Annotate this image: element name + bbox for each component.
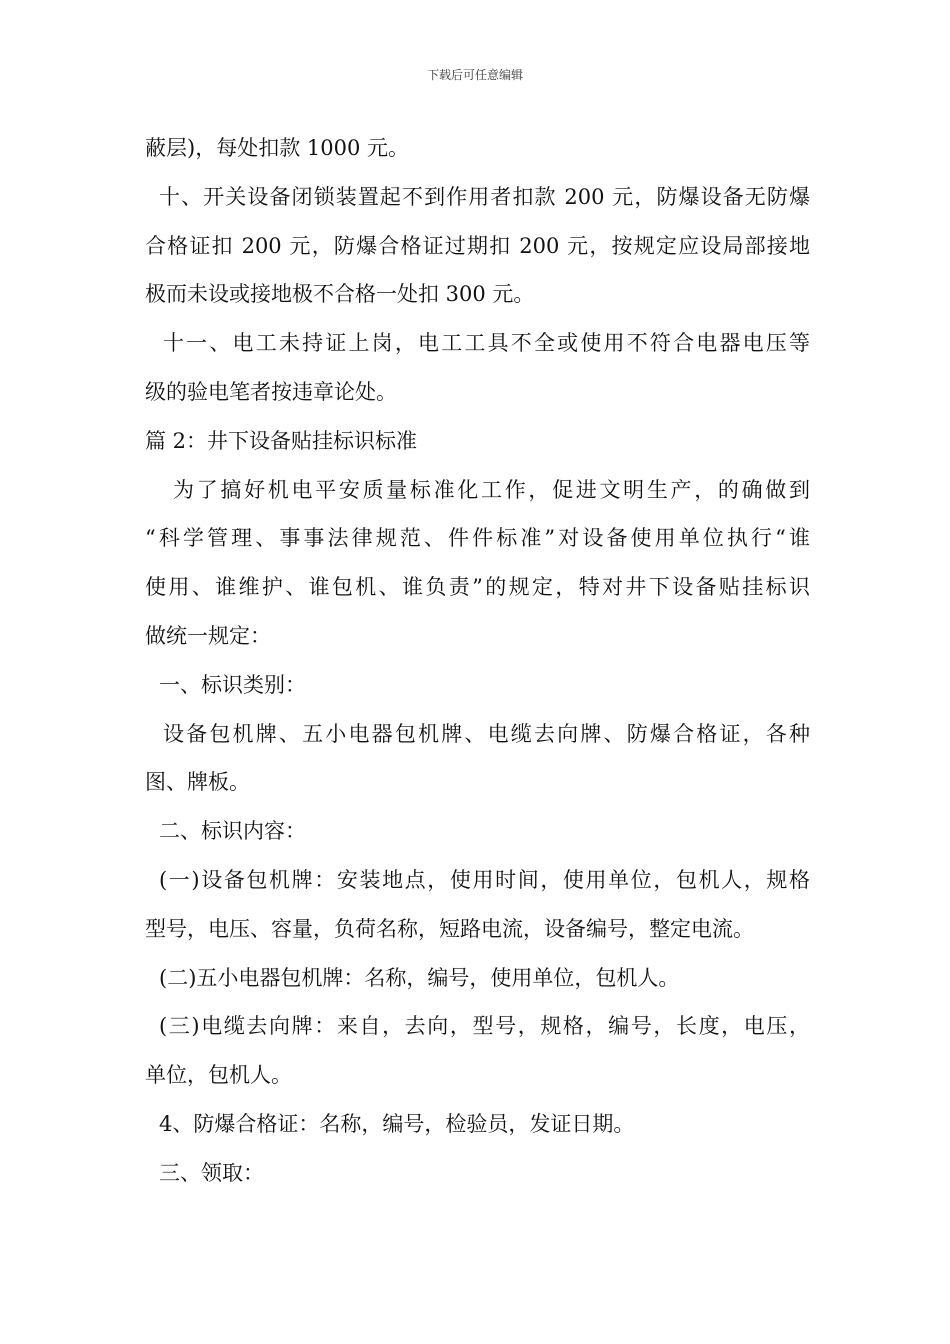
text-line: 合格证扣 200 元，防爆合格证过期扣 200 元，按规定应设局部接地 <box>145 233 810 258</box>
text-line: 4、防爆合格证：名称，编号，检验员，发证日期。 <box>159 1111 635 1136</box>
text-line: 使用、谁维护、谁包机、谁负责”的规定，特对井下设备贴挂标识 <box>145 575 810 600</box>
text-line: 极而未设或接地极不合格一处扣 300 元。 <box>145 282 535 307</box>
text-line: (二)五小电器包机牌：名称，编号，使用单位，包机人。 <box>159 965 680 990</box>
text-line: 十一、电工未持证上岗，电工工具不全或使用不符合电器电压等 <box>163 331 810 356</box>
text-line: 级的验电笔者按违章论处。 <box>145 379 397 404</box>
text-line: (一)设备包机牌：安装地点，使用时间，使用单位，包机人，规格 <box>159 867 810 892</box>
text-line: 十、开关设备闭锁装置起不到作用者扣款 200 元，防爆设备无防爆 <box>159 184 810 209</box>
text-line: 为了搞好机电平安质量标准化工作，促进文明生产，的确做到 <box>173 477 810 502</box>
text-line: 蔽层)，每处扣款 1000 元。 <box>145 136 409 160</box>
text-line: 三、领取： <box>159 1160 264 1185</box>
text-line: 一、标识类别： <box>159 672 306 697</box>
text-line: 型号，电压、容量，负荷名称，短路电流，设备编号，整定电流。 <box>145 916 754 941</box>
document-body <box>145 124 810 1198</box>
text-line: 单位，包机人。 <box>145 1063 292 1088</box>
text-line: 设备包机牌、五小电器包机牌、电缆去向牌、防爆合格证，各种 <box>163 721 810 746</box>
text-line: “科学管理、事事法律规范、件件标准”对设备使用单位执行“谁 <box>145 526 810 551</box>
text-line: 二、标识内容： <box>159 819 306 844</box>
section-heading: 篇 2：井下设备贴挂标识标准 <box>145 428 418 453</box>
text-line: 图、牌板。 <box>145 770 250 795</box>
text-line: (三)电缆去向牌：来自，去向，型号，规格，编号，长度，电压， <box>159 1014 810 1039</box>
page-header: 下载后可任意编辑 <box>426 68 523 82</box>
text-line: 做统一规定： <box>145 623 271 648</box>
